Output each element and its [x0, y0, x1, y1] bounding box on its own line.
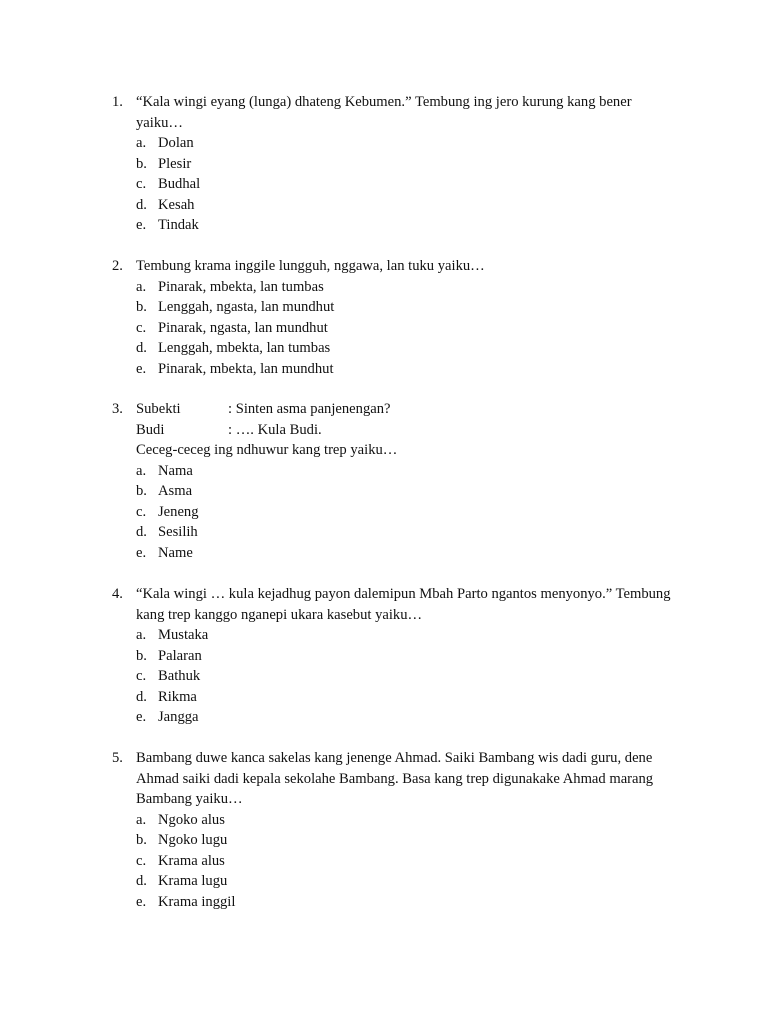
option-letter: d. [136, 873, 147, 889]
option-a [112, 625, 682, 646]
question-number: 2. [112, 258, 123, 274]
option-letter: b. [136, 647, 147, 664]
question-prompt-row [112, 440, 682, 461]
option-letter: e. [136, 544, 147, 561]
question-1 [112, 92, 682, 236]
question-5 [112, 748, 682, 912]
option-letter: a. [136, 278, 147, 295]
option-b [112, 154, 682, 175]
dialog-speaker: Subekti [136, 401, 181, 417]
option-d [112, 687, 682, 708]
option-c [112, 318, 682, 339]
option-a [112, 133, 682, 154]
option-a [112, 461, 682, 482]
option-letter: b. [136, 832, 147, 848]
option-letter: c. [136, 668, 147, 684]
question-4 [112, 584, 682, 728]
option-text: Jeneng [158, 503, 199, 520]
option-letter: b. [136, 299, 147, 315]
option-text: Jangga [158, 709, 199, 725]
question-text: “Kala wingi … kula kejadhug payon dalemipun Mbah Parto ngantos menyonyo.” Tembung kang trep kanggo nganepi ukara kasebut yaiku… [136, 586, 671, 623]
option-e [112, 543, 682, 564]
dialog-line: : Sinten asma panjenengan? [228, 401, 391, 417]
option-letter: c. [136, 176, 147, 192]
option-text: Pinarak, mbekta, lan mundhut [158, 360, 334, 377]
option-letter: d. [136, 196, 147, 213]
option-text: Pinarak, ngasta, lan mundhut [158, 319, 328, 336]
option-d [112, 522, 682, 543]
option-text: Plesir [158, 155, 192, 172]
answer-options [112, 810, 682, 913]
question-text: Tembung krama inggile lungguh, nggawa, lan tuku yaiku… [136, 258, 485, 274]
answer-options [112, 625, 682, 728]
option-a [112, 810, 682, 831]
question-3 [112, 399, 682, 563]
option-text: Budhal [158, 176, 201, 192]
answer-options [112, 133, 682, 236]
option-c [112, 851, 682, 872]
question-text: “Kala wingi eyang (lunga) dhateng Kebumen.” Tembung ing jero kurung kang bener yaiku… [136, 94, 632, 131]
option-text: Bathuk [158, 668, 201, 684]
option-letter: c. [136, 319, 147, 336]
question-number: 3. [112, 401, 123, 417]
question-number: 5. [112, 750, 123, 766]
option-text: Name [158, 544, 193, 561]
option-letter: a. [136, 462, 147, 479]
option-e [112, 359, 682, 380]
option-text: Rikma [158, 688, 197, 705]
option-text: Krama inggil [158, 893, 236, 910]
option-text: Pinarak, mbekta, lan tumbas [158, 278, 324, 295]
option-letter: e. [136, 360, 147, 377]
option-d [112, 195, 682, 216]
option-text: Kesah [158, 196, 195, 213]
option-letter: d. [136, 688, 147, 705]
option-c [112, 666, 682, 687]
option-text: Ngoko alus [158, 811, 225, 828]
option-a [112, 277, 682, 298]
option-b [112, 830, 682, 851]
option-text: Ngoko lugu [158, 832, 228, 848]
option-letter: d. [136, 340, 147, 356]
option-letter: e. [136, 893, 147, 910]
option-c [112, 502, 682, 523]
option-text: Sesilih [158, 524, 198, 540]
option-b [112, 646, 682, 667]
option-letter: d. [136, 524, 147, 540]
question-2 [112, 256, 682, 379]
option-letter: a. [136, 811, 147, 828]
option-letter: a. [136, 627, 147, 643]
question-text: Ceceg-ceceg ing ndhuwur kang trep yaiku… [136, 442, 398, 458]
option-text: Lenggah, mbekta, lan tumbas [158, 340, 331, 356]
option-letter: c. [136, 503, 147, 520]
option-e [112, 892, 682, 913]
option-letter: e. [136, 709, 147, 725]
answer-options [112, 461, 682, 564]
option-d [112, 338, 682, 359]
option-e [112, 707, 682, 728]
option-text: Nama [158, 462, 193, 479]
dialog-row [112, 420, 682, 441]
option-text: Tindak [158, 217, 199, 233]
question-text: Bambang duwe kanca sakelas kang jenenge Ahmad. Saiki Bambang wis dadi guru, dene Ahmad saiki dadi kepala sekolahe Bambang. Basa kang trep digunakake Ahmad marang Bambang yaiku… [136, 750, 654, 807]
answer-options [112, 277, 682, 380]
option-text: Mustaka [158, 627, 209, 643]
option-text: Krama alus [158, 852, 225, 869]
question-number: 4. [112, 586, 123, 602]
dialog-speaker: Budi [136, 421, 165, 438]
option-e [112, 215, 682, 236]
option-text: Krama lugu [158, 873, 228, 889]
option-letter: b. [136, 483, 147, 499]
question-number: 1. [112, 94, 123, 110]
option-d [112, 871, 682, 892]
option-text: Dolan [158, 135, 194, 151]
option-b [112, 297, 682, 318]
option-letter: b. [136, 155, 147, 172]
option-text: Lenggah, ngasta, lan mundhut [158, 299, 335, 315]
option-b [112, 481, 682, 502]
dialog-line: : …. Kula Budi. [228, 421, 322, 438]
option-letter: c. [136, 852, 147, 869]
option-letter: a. [136, 135, 147, 151]
option-c [112, 174, 682, 195]
option-letter: e. [136, 217, 147, 233]
option-text: Asma [158, 483, 193, 499]
option-text: Palaran [158, 647, 202, 664]
